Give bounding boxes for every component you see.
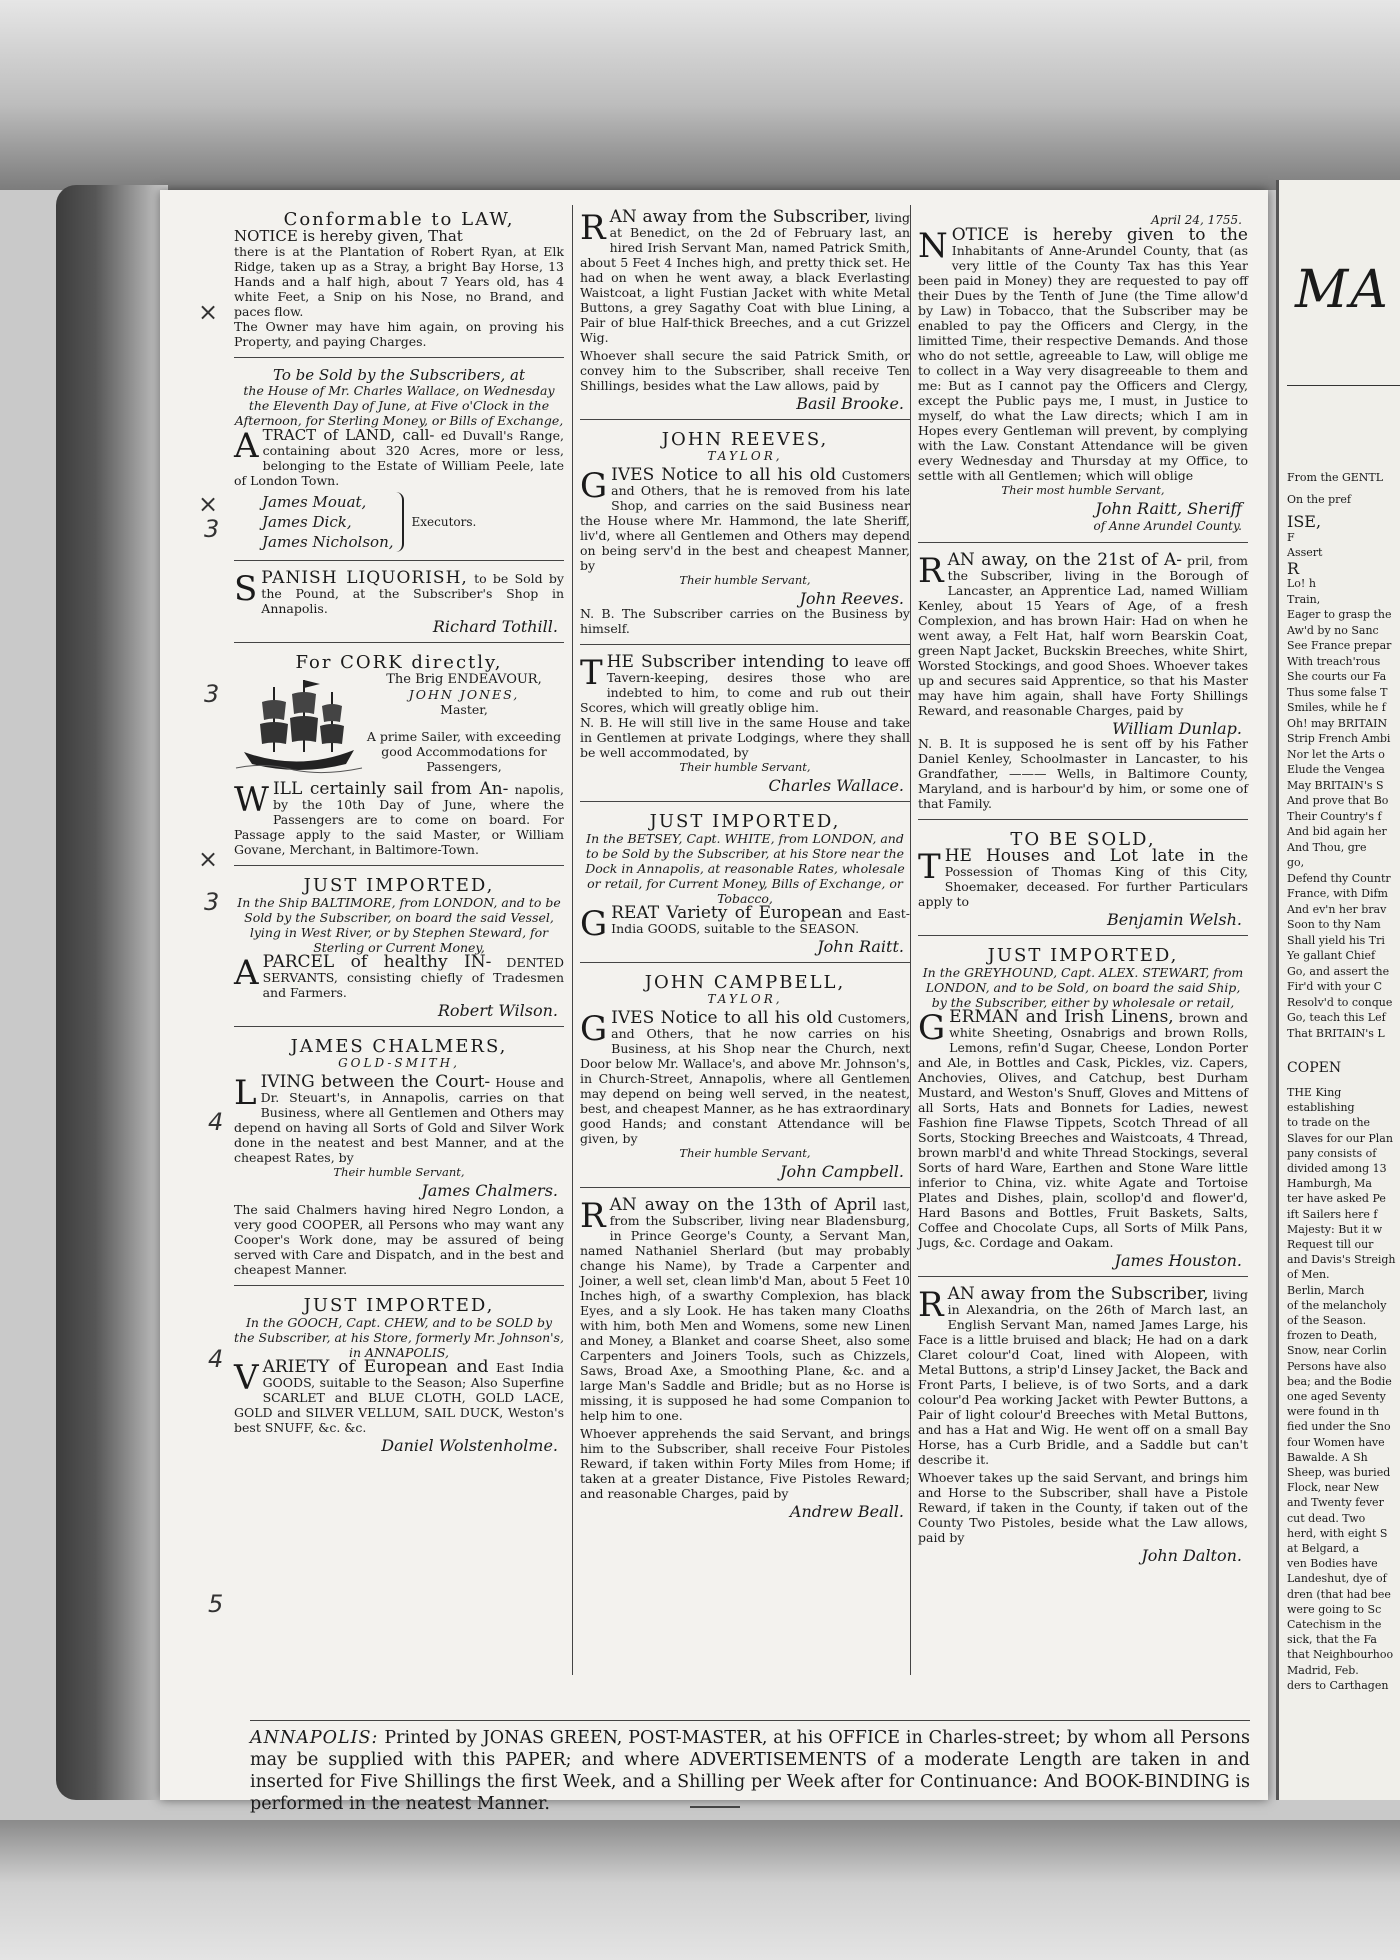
- advert-lede: AN away, on the 21st of A-: [947, 550, 1182, 570]
- drop-cap: R: [580, 208, 606, 248]
- facing-page-line: Defend thy Countr: [1287, 871, 1391, 885]
- advert-lede: IVING between the Court-: [260, 1072, 491, 1092]
- advert-heading: JUST IMPORTED,: [987, 945, 1179, 966]
- advert-signature: John Dalton.: [1141, 1546, 1242, 1565]
- facing-page-line: cut dead. Two: [1287, 1511, 1366, 1525]
- facing-page-line: Smiles, while he f: [1287, 701, 1386, 714]
- facing-page-line: four Women have: [1287, 1435, 1385, 1449]
- facing-page-line: herd, with eight S: [1287, 1526, 1388, 1540]
- advert-signature: James Houston.: [1114, 1251, 1242, 1270]
- advert-body: living at Benedict, on the 2d of February last, an hired Irish Servant Man, named Patrick Smith, about 5 Feet 4 Inches high, and pretty thick set. He had on when he went away, a black Everlasting Waistcoat, a light Fustian Jacket with white Metal Buttons, a grey Sagathy Coat with blue Lining, a Pair of blue Half-thick Breeches, and a cut Grizzel Wig.: [580, 210, 910, 345]
- drop-cap: L: [234, 1073, 257, 1113]
- advert-intro: In the GREYHOUND, Capt. ALEX. STEWART, from LONDON, and to be Sold, on board the said Ship, by the Subscriber, either by wholesale or retail,: [922, 965, 1244, 1010]
- advert-signature: John Campbell.: [780, 1162, 904, 1181]
- advert-runaway-kenley: [918, 551, 1248, 820]
- facing-page-line: And Thou, gre: [1287, 840, 1367, 854]
- advert-body-2: The Owner may have him again, on proving his Property, and paying Charges.: [234, 319, 564, 349]
- advert-lede: IVES Notice to all his old: [611, 1008, 833, 1028]
- advert-lede: ERMAN and Irish Linens,: [949, 1007, 1174, 1027]
- facing-page-line: ter have asked Pe: [1287, 1192, 1386, 1206]
- facing-page-line: Flock, near New: [1287, 1481, 1380, 1495]
- facing-page-line: And ev'n her brav: [1287, 902, 1387, 916]
- advert-signature: Charles Wallace.: [768, 776, 904, 795]
- facing-page: [1276, 180, 1400, 1800]
- advert-tract-of-land: [234, 366, 564, 561]
- facing-page-line: bea; and the Bodie: [1287, 1374, 1392, 1388]
- scan-background-bottom: [0, 1820, 1400, 1960]
- advert-body: to be Sold by the Pound, at the Subscriber's Shop in Annapolis.: [261, 571, 564, 616]
- advert-signature: John Raitt, Sheriff: [1095, 499, 1242, 518]
- column-3: [918, 208, 1248, 1579]
- facing-page-line: go,: [1287, 856, 1305, 869]
- imprint-place: ANNAPOLIS:: [250, 1728, 379, 1748]
- advert-liquorish: [234, 569, 564, 643]
- advert-body: brown and white Sheeting, Osnabrigs and brown Rolls, Lemons, refin'd Sugar, Cheese, London Porter and Ale, in Bottles and Cask, Pickles, viz. Capers, Anchovies, Olives, and Catchup, best Durham Mustard, and Weston's Snuff, Gloves and Mittens of all Sorts, Hats and Bonnets for Ladies, newest Fashion fine Flawse Tippets, Scotch Thread of all Sorts, Stocking Breeches and Waistcoats, 4 Thread, brown marbl'd and white Thread Stockings, several Sorts of hard Ware, Earthen and Stone Ware little inferior to China, viz. white Agate and Tortoise Plates and Dishes, plain, scollop'd and flower'd, Hard Basons and Bottles, Fruit Baskets, Salts, Coffee and Chocolate Cups, all Sorts of Milk Pans, Jugs, &c. Cordage and Oakam.: [918, 1010, 1248, 1250]
- advert-lede: AN away from the Subscriber,: [609, 207, 871, 227]
- advert-houses-and-lot: [918, 828, 1248, 936]
- advert-cork-ship: [234, 651, 564, 866]
- advert-servant-line: Their humble Servant,: [679, 573, 811, 587]
- facing-page-line: On the pref: [1287, 493, 1351, 506]
- advert-body: there is at the Plantation of Robert Ryan, at Elk Ridge, taken up as a Stray, a bright Bay Horse, 13 Hands and a half high, about 7 Years old, has 4 white Feet, a Snip on his Nose, no Brand, and paces flow.: [234, 244, 564, 319]
- advert-heading: JUST IMPORTED,: [303, 875, 495, 896]
- advert-heading: JUST IMPORTED,: [303, 1295, 495, 1316]
- executor-name: James Dick,: [262, 513, 352, 531]
- column-rule: [910, 205, 911, 1675]
- advert-stray-horse: [234, 208, 564, 358]
- advert-tavern: [580, 653, 910, 802]
- facing-page-line: fied under the Sno: [1287, 1420, 1391, 1434]
- facing-page-line: frozen to Death,: [1287, 1329, 1378, 1343]
- advert-signature: James Chalmers.: [421, 1181, 558, 1200]
- facing-page-line: Majesty: But it w: [1287, 1222, 1383, 1236]
- facing-page-line: Snow, near Corlin: [1287, 1344, 1387, 1358]
- drop-cap: G: [580, 466, 608, 506]
- facing-page-line: and Davis's Streigh: [1287, 1253, 1396, 1267]
- drop-cap: S: [234, 569, 258, 609]
- advert-subheading: GOLD-SMITH,: [338, 1056, 460, 1070]
- advert-greyhound-goods: [918, 944, 1248, 1277]
- advert-intro: the House of Mr. Charles Wallace, on Wednesday the Eleventh Day of June, at Five o'Clock in the Afternoon, for Sterling Money, or Bills of Exchange,: [234, 383, 564, 428]
- facing-page-line: Oh! may BRITAIN: [1287, 716, 1388, 730]
- facing-page-line: of the Season.: [1287, 1314, 1367, 1327]
- advert-goldsmith: [234, 1035, 564, 1286]
- advert-intro: In the BETSEY, Capt. WHITE, from LONDON, and to be Sold by the Subscriber, at his Store near the Dock in Annapolis, at reasonable Rates, wholesale or retail, for Current Money, Bills of Exchange, or Tobacco,: [585, 831, 905, 906]
- advert-sheriff-notice: [918, 208, 1248, 543]
- drop-cap: R: [918, 1285, 944, 1325]
- imprint-footer: [250, 1720, 1250, 1815]
- facing-page-line: She courts our Fa: [1287, 670, 1387, 683]
- facing-page-line: pany consists of: [1287, 1146, 1377, 1160]
- drop-cap: W: [234, 780, 269, 820]
- advert-lede: HE Subscriber intending to: [606, 652, 849, 672]
- book-spine: [56, 185, 168, 1800]
- facing-page-line: That BRITAIN's L: [1287, 1026, 1385, 1040]
- drop-cap: G: [580, 1009, 608, 1049]
- advert-heading: JUST IMPORTED,: [649, 811, 841, 832]
- facing-page-line: Bawalde. A Sh: [1287, 1450, 1368, 1464]
- margin-mark: ×: [198, 490, 219, 518]
- drop-cap: T: [918, 847, 941, 887]
- advert-lede: ARIETY of European and: [262, 1357, 489, 1377]
- advert-runaway-large: [918, 1285, 1248, 1571]
- facing-page-line: And prove that Bo: [1287, 794, 1389, 807]
- facing-page-line: divided among 13: [1287, 1162, 1387, 1175]
- advert-indented-servants: [234, 874, 564, 1027]
- advert-lede: HE Houses and Lot late in: [944, 846, 1215, 866]
- facing-page-line: Ye gallant Chief: [1287, 949, 1376, 962]
- drop-cap: T: [580, 653, 603, 693]
- facing-page-line: Assert: [1287, 546, 1323, 559]
- advert-heading: JOHN REEVES,: [661, 429, 829, 450]
- advert-heading: JAMES CHALMERS,: [290, 1036, 508, 1057]
- facing-page-line: at Belgard, a: [1287, 1542, 1360, 1555]
- advert-body: napolis, by the 10th Day of June, where the Passengers are to come on board. For Passage apply to the said Master, or William Govane, Merchant, in Baltimore-Town.: [234, 782, 564, 857]
- advert-signature: Richard Tothill.: [432, 617, 558, 636]
- advert-lede: ILL certainly sail from An-: [272, 779, 509, 799]
- advert-body: Customers and Others, that he is removed from his late Shop, and carries on the said Business near the House where Mr. Hammond, the late Sheriff, liv'd, where all Gentlemen and Others may depend on being serv'd in the best and cheapest Manner, by: [580, 468, 910, 573]
- advert-body: ed Duvall's Range, containing about 320 Acres, more or less, belonging to the Estate of William Peele, late of London Town.: [234, 428, 564, 488]
- facing-page-line: of Men.: [1287, 1268, 1330, 1282]
- facing-page-line: R: [1287, 558, 1300, 578]
- facing-page-line: Strip French Ambi: [1287, 732, 1391, 745]
- advert-heading: TO BE SOLD,: [1010, 829, 1156, 850]
- ship-woodcut-icon: [234, 672, 364, 782]
- advert-signature: John Reeves.: [799, 589, 904, 608]
- advert-lede: AN away from the Subscriber,: [947, 1284, 1209, 1304]
- advert-lede: OTICE is hereby given to the: [951, 225, 1248, 245]
- margin-mark: 4: [208, 1345, 224, 1373]
- facing-page-line: one aged Seventy: [1287, 1390, 1386, 1403]
- facing-page-line: that Neighbourhoo: [1287, 1648, 1394, 1662]
- advert-signature: John Raitt.: [817, 937, 904, 956]
- advert-signature-title: of Anne Arundel County.: [1093, 519, 1242, 533]
- advert-nota-bene: N. B. The Subscriber carries on the Business by himself.: [580, 606, 910, 636]
- advert-nota-bene: N. B. He will still live in the same House and take in Gentlemen at private Lodgings, where they shall be well accommodated, by: [580, 715, 910, 760]
- drop-cap: G: [918, 1008, 946, 1048]
- advert-body: Customers, and Others, that he now carries on his Business, at his Shop near the Church, next Door below Mr. Wallace's, and above Mr. Johnson's, in Church-Street, Annapolis, where all Gentlemen may depend on being well served, in the neatest, best, and cheapest Manner, as he has extraordinary good Hands; and constant Attendance will be given, by: [580, 1011, 910, 1146]
- facing-page-line: sick, that the Fa: [1287, 1633, 1377, 1647]
- advert-nota-bene: N. B. It is supposed he is sent off by his Father Daniel Kenley, Schoolmaster in Lancaster, to his Grandfather, ——— Wells, in Baltimore County, Maryland, and is harbour'd by him, or some one of that Family.: [918, 736, 1248, 811]
- facing-page-line: Thus some false T: [1287, 685, 1388, 699]
- ship-master-label: Master,: [440, 702, 488, 717]
- advert-body-2: Whoever shall secure the said Patrick Smith, or convey him to the Subscriber, shall receive Ten Shillings, besides what the Law allows, paid by: [580, 348, 910, 393]
- drop-cap: A: [234, 953, 259, 993]
- margin-mark: 3: [204, 680, 220, 708]
- advert-servant-line: Their most humble Servant,: [1001, 483, 1165, 497]
- advert-body: living in Alexandria, on the 26th of March last, an English Servant Man, named James Large, his Face is a little bruised and black; He had on a dark Claret colour'd Coat, lined with Alopeen, with Metal Buttons, a strip'd Linsey Jacket, the Back and Front Parts, I believe, is of two Sorts, and a dark colour'd Pea working Jacket with Pewter Buttons, a Pair of light colour'd Breeches with Metal Buttons, and has a Hat and Wig. He went off on a small Bay Horse, has a Curb Bridle, and a Saddle but can't describe it.: [918, 1287, 1248, 1467]
- facing-page-line: dren (that had bee: [1287, 1587, 1391, 1601]
- advert-body: East India GOODS, suitable to the Season; Also Superfine SCARLET and BLUE CLOTH, GOLD LACE, GOLD and SILVER VELLUM, SAIL DUCK, Weston's best SNUFF, &c. &c.: [234, 1360, 565, 1435]
- advert-body-2: The said Chalmers having hired Negro London, a very good COOPER, all Persons who may want any Cooper's Work done, may be assured of being served with Care and Dispatch, and in the best and cheapest Manner.: [234, 1202, 564, 1277]
- facing-page-line: and Twenty fever: [1287, 1496, 1384, 1510]
- facing-page-line: France, with Difm: [1287, 887, 1388, 900]
- advert-servant-line: Their humble Servant,: [333, 1165, 465, 1179]
- advert-subheading: TAYLOR,: [707, 992, 783, 1006]
- facing-page-line: ven Bodies have: [1287, 1557, 1378, 1571]
- advert-intro: In the Ship BALTIMORE, from LONDON, and to be Sold by the Subscriber, on board the said Vessel, lying in West River, or by Stephen Steward, for Sterling or Current Money,: [237, 895, 561, 955]
- margin-mark: 4: [208, 1108, 224, 1136]
- advert-betsey-goods: [580, 810, 910, 963]
- column-rule: [572, 205, 573, 1675]
- advert-john-reeves: [580, 428, 910, 645]
- advert-subheading: TAYLOR,: [707, 449, 783, 463]
- drop-cap: V: [234, 1358, 259, 1398]
- facing-page-line: Sheep, was buried: [1287, 1466, 1391, 1479]
- facing-page-line: Lo! h: [1287, 577, 1316, 590]
- facing-page-line: ISE,: [1287, 512, 1322, 531]
- facing-page-line: Fir'd with your C: [1287, 980, 1382, 993]
- advert-runaway-patrick-smith: [580, 208, 910, 420]
- advert-body: House and Dr. Steuart's, in Annapolis, carries on that Business, where all Gentlemen and Others may depend on having all Sorts of Gold and Silver Work done in the neatest and best Manner, and at the cheapest Rates, by: [234, 1075, 564, 1165]
- facing-page-line: were found in th: [1287, 1405, 1380, 1419]
- margin-mark: 3: [204, 515, 220, 543]
- facing-page-line: of the melancholy: [1287, 1298, 1387, 1312]
- facing-page-line: Aw'd by no Sanc: [1287, 623, 1379, 637]
- margin-mark: 5: [208, 1590, 224, 1618]
- facing-page-line: Slaves for our Plan: [1287, 1131, 1393, 1145]
- advert-lede: TRACT of LAND, call-: [262, 426, 435, 444]
- scan-background-top: [0, 0, 1400, 190]
- advert-lede: PARCEL of healthy IN-: [262, 952, 492, 972]
- advert-body: DENTED SERVANTS, consisting chiefly of Tradesmen and Farmers.: [262, 955, 564, 1000]
- advert-john-campbell: [580, 971, 910, 1188]
- facing-page-line: Berlin, March: [1287, 1283, 1365, 1297]
- facing-page-line: establishing: [1287, 1101, 1355, 1115]
- advert-signature: Benjamin Welsh.: [1106, 910, 1242, 929]
- facing-page-line: Hamburgh, Ma: [1287, 1177, 1372, 1191]
- drop-cap: A: [234, 426, 259, 466]
- advert-lede: PANISH LIQUORISH,: [261, 568, 468, 588]
- facing-page-line: Eager to grasp the: [1287, 608, 1392, 621]
- facing-page-line: Shall yield his Tri: [1287, 933, 1385, 947]
- facing-page-line: May BRITAIN's S: [1287, 778, 1384, 792]
- facing-page-line: ift Sailers here f: [1287, 1207, 1378, 1221]
- drop-cap: N: [918, 226, 948, 266]
- advert-heading: To be Sold by the Subscribers, at: [273, 366, 525, 384]
- column-1: [234, 208, 564, 1469]
- facing-page-line: Madrid, Feb.: [1287, 1663, 1359, 1677]
- executors-label: Executors.: [411, 514, 477, 529]
- advert-lede: REAT Variety of European: [611, 903, 843, 923]
- advert-date: April 24, 1755.: [1151, 213, 1242, 227]
- facing-page-line: Soon to thy Nam: [1287, 918, 1381, 931]
- facing-page-line: were going to Sc: [1287, 1602, 1382, 1616]
- ship-name: The Brig ENDEAVOUR,: [386, 672, 542, 687]
- advert-heading: Conformable to LAW,: [283, 209, 515, 230]
- advert-lede: NOTICE is hereby given, That: [234, 227, 463, 245]
- facing-page-rule: [1287, 385, 1400, 386]
- facing-page-line: Landeshut, dye of: [1287, 1572, 1387, 1586]
- ship-description: A prime Sailer, with exceeding good Accommodations for Passengers,: [366, 729, 562, 774]
- advert-body: pril, from the Subscriber, living in the Borough of Lancaster, an Apprentice Lad, named William Kenley, about 15 Years of Age, of a fresh Complexion, and has brown Hair: Had on when he went away, a Felt Hat, half worn Bearskin Coat, green Napt Jacket, Buckskin Breeches, white Shirt, Worsted Stockings, and good Shoes. Whoever takes up and secures said Apprentice, so that his Master may have him again, shall have Forty Shillings Reward, and reasonable Charges, paid by: [918, 553, 1249, 718]
- executor-name: James Nicholson,: [262, 533, 394, 551]
- facing-page-line: Persons have also: [1287, 1359, 1387, 1373]
- advert-body: last, from the Subscriber, living near Bladensburg, in Prince George's County, a Servant Man, named Nathaniel Sherlard (but may probably change his Name), by Trade a Carpenter and Joiner, a well set, clean limb'd Man, about 5 Feet 10 Inches high, of a swarthy Complexion, has black Eyes, and a sly Look. He has taken many Cloaths with him, both Men and Womens, some new Linen and Money, a Blanket and coarse Sheet, also some Carpenters and Joiners Tools, such as Chizzels, Saws, Broad Axe, a Smoothing Plane, &c. and a large Man's Saddle and Bridle; but as no Horse is missing, it is supposed he had some Companion to help him to one.: [580, 1198, 910, 1423]
- advert-body: leave off Tavern-keeping, desires those who are indebted to him, to come and rub out their Scores, which will greatly oblige him.: [580, 655, 910, 715]
- advert-signature: Andrew Beall.: [789, 1502, 904, 1521]
- advert-body-2: Whoever apprehends the said Servant, and brings him to the Subscriber, shall receive Four Pistoles Reward, if taken within Forty Miles from Home; if taken at a greater Distance, Five Pistoles Reward; and reasonable Charges, paid by: [580, 1426, 910, 1501]
- facing-page-line: F: [1287, 530, 1295, 544]
- facing-page-line: Train,: [1287, 592, 1321, 606]
- facing-page-line: COPEN: [1287, 1060, 1342, 1076]
- margin-mark: 3: [204, 888, 220, 916]
- facing-page-line: THE King: [1287, 1086, 1342, 1099]
- advert-intro: In the GOOCH, Capt. CHEW, and to be SOLD by the Subscriber, at his Store, formerly Mr. Johnson's, in ANNAPOLIS,: [234, 1315, 564, 1360]
- advert-servant-line: Their humble Servant,: [679, 760, 811, 774]
- ship-master: JOHN JONES,: [408, 687, 520, 702]
- advert-signature: William Dunlap.: [1112, 719, 1242, 738]
- imprint-text: Printed by JONAS GREEN, POST-MASTER, at his OFFICE in Charles-street; by whom all Persons may be supplied with this PAPER; and where ADVERTISEMENTS of a moderate Length are taken in and inserted for Five Shillings the first Week, and a Shilling per Week after for Continuance: And BOOK-BINDING is performed in the neatest Manner.: [250, 1728, 1250, 1814]
- facing-page-line: ders to Carthagen: [1287, 1678, 1389, 1692]
- facing-page-line: See France prepar: [1287, 639, 1392, 652]
- facing-page-line: And bid again her: [1287, 825, 1387, 838]
- facing-page-title: MA: [1295, 260, 1390, 320]
- facing-page-line: Request till our: [1287, 1238, 1374, 1251]
- advert-lede: IVES Notice to all his old: [611, 465, 837, 485]
- facing-page-line: Resolv'd to conque: [1287, 995, 1393, 1009]
- facing-page-line: With treach'rous: [1287, 654, 1381, 668]
- drop-cap: R: [918, 551, 944, 591]
- advert-body-2: Whoever takes up the said Servant, and brings him and Horse to the Subscriber, shall have a Pistole Reward, if taken in the County, if taken out of the County Two Pistoles, beside what the Law allows, paid by: [918, 1470, 1248, 1545]
- facing-page-line: Go, teach this Lef: [1287, 1011, 1386, 1024]
- executor-name: James Mouat,: [262, 493, 367, 511]
- margin-mark: ×: [198, 845, 219, 873]
- advert-signature: Robert Wilson.: [437, 1001, 558, 1020]
- facing-page-line: Their Country's f: [1287, 809, 1382, 823]
- advert-gooch-goods: [234, 1294, 564, 1461]
- facing-page-line: From the GENTL: [1287, 471, 1384, 484]
- advert-body: Inhabitants of Anne-Arundel County, that (as very little of the County Tax has this Year been paid in Money) they are requested to pay off their Dues by the Tenth of June (the Time allow'd by Law) in Tobacco, that the Subscriber may be enabled to pay the Officers and Clergy, in the limitted Time, their respective Demands. And those who do not settle, agreeable to Law, will oblige me to collect in a Way very disagreeable to them and me: But as I cannot pay the Officers and Clergy, except the Public pays me, I must, in Justice to myself, do what the Law directs; which I am in Hopes every Gentleman will prevent, by complying with the Law. Constant Attendance will be given every Wednesday and Thursday at my Office, to settle with all Gentlemen; which will oblige: [918, 243, 1248, 483]
- advert-heading: JOHN CAMPBELL,: [644, 972, 846, 993]
- column-2: [580, 208, 910, 1535]
- advert-servant-line: Their humble Servant,: [679, 1146, 811, 1160]
- advert-signature: Daniel Wolstenholme.: [381, 1436, 558, 1455]
- page-fold-mark: [690, 1790, 740, 1808]
- facing-page-line: Go, and assert the: [1287, 964, 1390, 978]
- advert-heading: For CORK directly,: [295, 652, 503, 673]
- drop-cap: R: [580, 1196, 606, 1236]
- margin-mark: ×: [198, 298, 219, 326]
- facing-page-line: to trade on the: [1287, 1116, 1371, 1130]
- advert-lede: AN away on the 13th of April: [609, 1195, 877, 1215]
- advert-body: and East-India GOODS, suitable to the SEASON.: [611, 906, 911, 936]
- drop-cap: G: [580, 904, 608, 944]
- facing-page-line: Catechism in the: [1287, 1618, 1382, 1631]
- executors-block: [262, 492, 564, 552]
- facing-page-line: Nor let the Arts o: [1287, 747, 1385, 761]
- advert-signature: Basil Brooke.: [796, 394, 904, 413]
- advert-runaway-sherlard: [580, 1196, 910, 1527]
- facing-page-line: Elude the Vengea: [1287, 763, 1385, 776]
- advert-body: the Possession of Thomas King of this City, Shoemaker, deceased. For further Particulars apply to: [918, 849, 1248, 909]
